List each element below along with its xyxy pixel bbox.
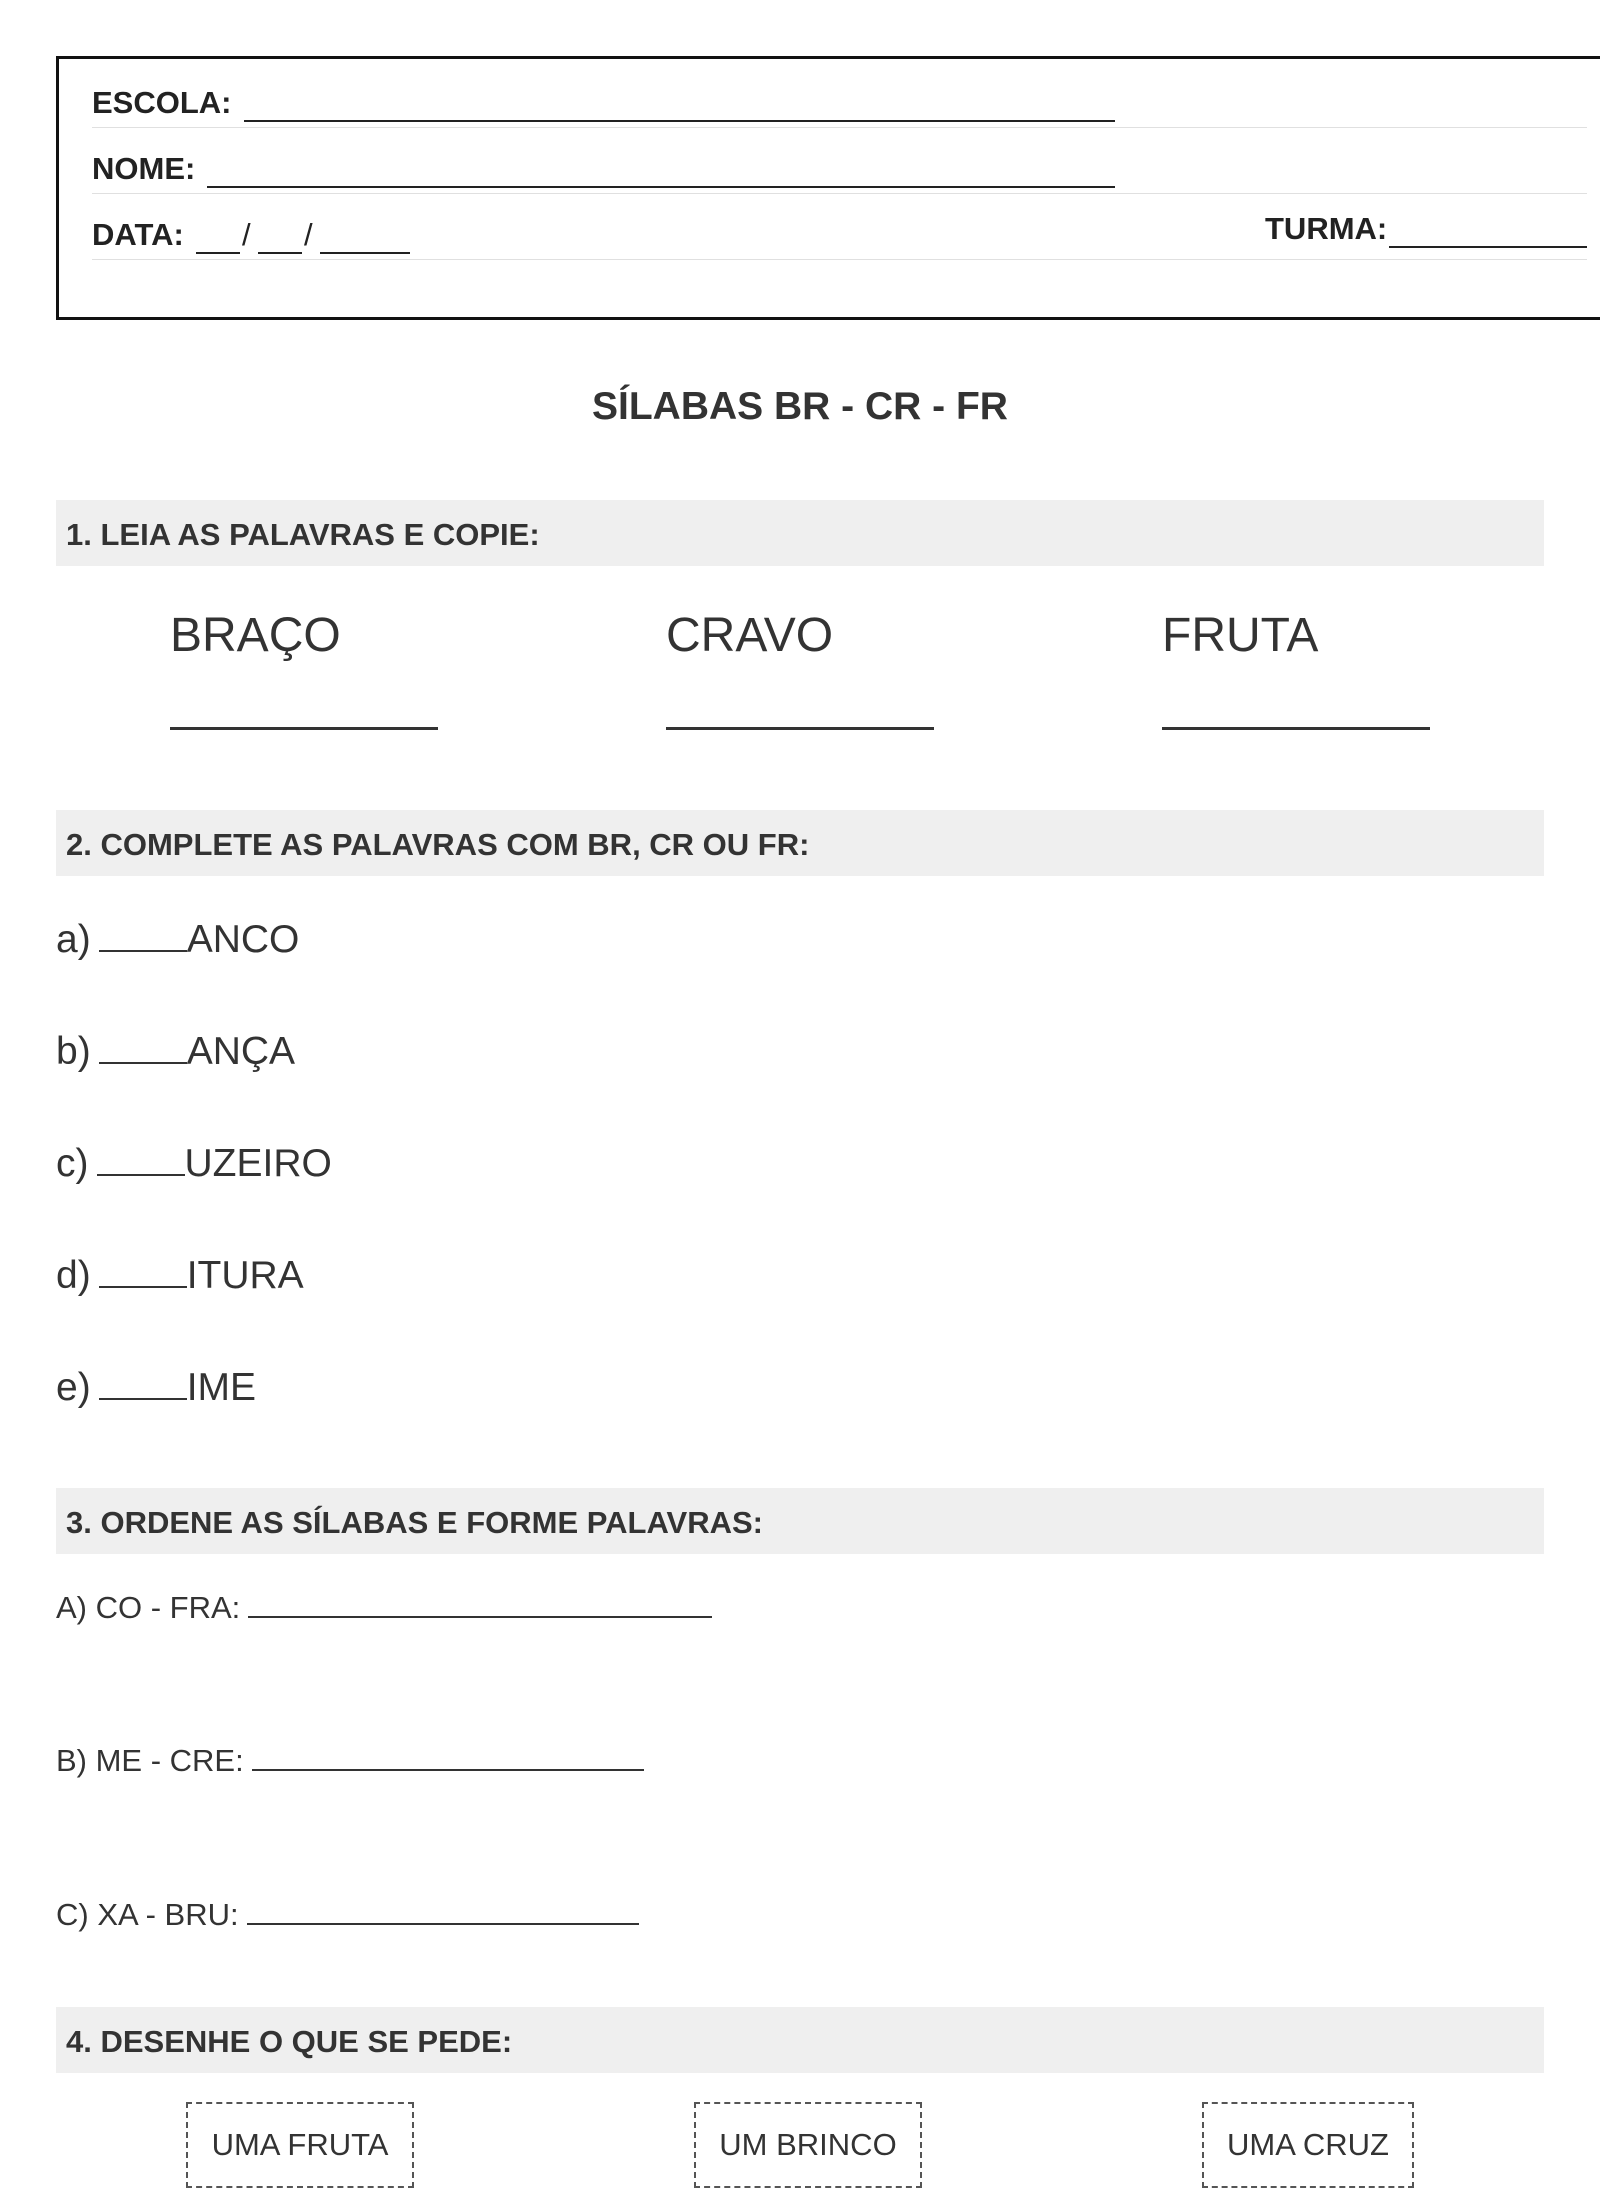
- section-3-heading: 3. ORDENE AS SÍLABAS E FORME PALAVRAS:: [66, 1505, 763, 1540]
- item-letter: c): [56, 1142, 89, 1185]
- order-prompt: B) ME - CRE:: [56, 1743, 244, 1778]
- order-item: [56, 1590, 712, 1626]
- date-separator: /: [304, 217, 313, 252]
- item-suffix: UZEIRO: [184, 1142, 332, 1185]
- copy-word: CRAVO: [666, 609, 834, 662]
- date-label: DATA:: [92, 217, 184, 252]
- date-month-field[interactable]: [258, 252, 302, 254]
- draw-box[interactable]: UMA CRUZ: [1202, 2102, 1414, 2188]
- name-row: [92, 127, 1587, 194]
- answer-line[interactable]: [248, 1616, 712, 1618]
- draw-box[interactable]: UM BRINCO: [694, 2102, 922, 2188]
- section-1-header: [56, 500, 1544, 566]
- student-info-box: [56, 56, 1600, 320]
- order-prompt: A) CO - FRA:: [56, 1590, 241, 1625]
- blank-field[interactable]: [97, 1174, 185, 1176]
- complete-item: [56, 1254, 304, 1298]
- school-field[interactable]: [244, 120, 1115, 122]
- item-letter: b): [56, 1030, 91, 1073]
- blank-field[interactable]: [99, 1398, 187, 1400]
- blank-field[interactable]: [99, 950, 187, 952]
- item-suffix: IME: [186, 1366, 257, 1409]
- copy-word: BRAÇO: [170, 609, 341, 662]
- copy-line[interactable]: [1162, 727, 1430, 730]
- class-group: [1265, 213, 1587, 253]
- date-row: [92, 193, 1587, 260]
- complete-item: [56, 1366, 256, 1410]
- section-1-heading: 1. LEIA AS PALAVRAS E COPIE:: [66, 517, 540, 552]
- name-label: NOME:: [92, 151, 196, 186]
- complete-item: [56, 1142, 332, 1186]
- date-separator: /: [242, 217, 251, 252]
- blank-field[interactable]: [99, 1286, 187, 1288]
- order-item: [56, 1743, 644, 1779]
- section-3-header: [56, 1488, 1544, 1554]
- class-label: TURMA:: [1265, 211, 1388, 246]
- page-title: SÍLABAS BR - CR - FR: [592, 385, 1008, 428]
- copy-line[interactable]: [666, 727, 934, 730]
- date-year-field[interactable]: [320, 252, 410, 254]
- class-field[interactable]: [1389, 246, 1587, 248]
- answer-line[interactable]: [252, 1769, 644, 1771]
- answer-line[interactable]: [247, 1923, 639, 1925]
- blank-field[interactable]: [99, 1062, 187, 1064]
- section-4-heading: 4. DESENHE O QUE SE PEDE:: [66, 2024, 513, 2059]
- copy-line[interactable]: [170, 727, 438, 730]
- name-field[interactable]: [207, 186, 1115, 188]
- item-letter: a): [56, 918, 91, 961]
- order-prompt: C) XA - BRU:: [56, 1897, 239, 1932]
- copy-word: FRUTA: [1162, 609, 1319, 662]
- section-2-header: [56, 810, 1544, 876]
- order-item: [56, 1897, 639, 1933]
- item-suffix: ANCO: [186, 918, 300, 961]
- school-row: [92, 61, 1587, 128]
- draw-box[interactable]: UMA FRUTA: [186, 2102, 414, 2188]
- school-label: ESCOLA:: [92, 85, 232, 120]
- item-letter: e): [56, 1366, 91, 1409]
- date-day-field[interactable]: [196, 252, 240, 254]
- section-2-heading: 2. COMPLETE AS PALAVRAS COM BR, CR OU FR:: [66, 827, 810, 862]
- section-4-header: [56, 2007, 1544, 2073]
- complete-item: [56, 918, 299, 962]
- item-suffix: ITURA: [186, 1254, 304, 1297]
- item-letter: d): [56, 1254, 91, 1297]
- complete-item: [56, 1030, 295, 1074]
- item-suffix: ANÇA: [186, 1030, 296, 1073]
